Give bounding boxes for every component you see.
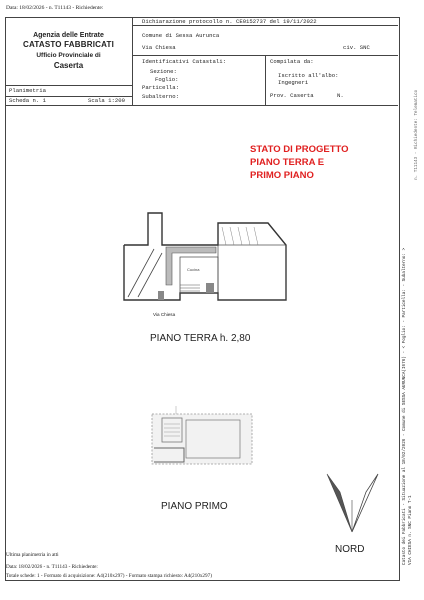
planimetria-title: Planimetria	[9, 87, 46, 94]
piano-primo-label: PIANO PRIMO	[161, 501, 228, 512]
north-arrow-icon	[322, 470, 384, 540]
ultima-planimetria-note: Ultima planimetria in atti	[6, 552, 59, 558]
piano-terra-plan	[118, 205, 328, 317]
sezione-label: Sezione:	[150, 68, 177, 75]
agency-header	[5, 17, 133, 86]
comune-text: Comune di Sessa Aurunca	[142, 32, 220, 39]
piano-terra-label: PIANO TERRA h. 2,80	[150, 333, 251, 344]
ufficio-label: Ufficio Provinciale di	[36, 52, 101, 59]
bottom-date-note: Data: 18/02/2026 - n. T11143 - Richiedente:	[6, 564, 98, 570]
scheda-number: Scheda n. 1	[9, 97, 46, 104]
subalterno-label: Subalterno:	[142, 93, 179, 100]
particella-label: Particella:	[142, 84, 179, 91]
bottom-format-note: Totale schede: 1 - Formato di acquisizione: A4(210x297) - Formato stampa richiesto: A4(210x297)	[6, 573, 212, 579]
ingegneri-label: Ingegneri	[278, 79, 309, 86]
agency-name: Agenzia delle Entrate	[33, 32, 104, 39]
identificativi-title: Identificativi Catastali:	[142, 58, 226, 65]
header-divider	[265, 55, 266, 105]
numero-label: N.	[337, 92, 344, 99]
civico-text: civ. SNC	[343, 44, 370, 51]
room-label: Cucina	[187, 267, 200, 272]
catasto-title: CATASTO FABBRICATI	[22, 40, 114, 49]
iscritto-albo-label: Iscritto all'albo:	[278, 72, 339, 79]
via-text: Via Chiesa	[142, 44, 176, 51]
stato-progetto-stamp	[250, 143, 349, 182]
side-richiedente-text: n. T11143 - Richiedente: Telematico	[414, 89, 419, 180]
side-situazione-text: Catasto dei Fabbricati - Situazione al 18/02/2026 - Comune di SESSA AURUNCA(I676) - < Foglio: - Particella: - Subalterno: >	[402, 247, 407, 565]
provincia-label: Prov. Caserta	[270, 92, 314, 99]
stamp-line: STATO DI PROGETTO	[250, 144, 349, 155]
compilata-da-label: Compilata da:	[270, 58, 314, 65]
stamp-line: PRIMO PIANO	[250, 170, 314, 181]
piano-primo-plan	[150, 398, 260, 473]
scheda-divider	[132, 85, 133, 105]
via-chiesa-label: Via Chiesa	[153, 312, 176, 317]
north-label: NORD	[335, 544, 365, 555]
stamp-line: PIANO TERRA E	[250, 157, 325, 168]
top-print-note: Data: 18/02/2026 - n. T11143 - Richiedente:	[6, 5, 104, 11]
header-rule	[132, 25, 398, 26]
header-rule	[5, 105, 398, 106]
foglio-label: Foglio:	[155, 76, 179, 83]
ufficio-city: Caserta	[53, 61, 84, 70]
side-address-text: VIA CHIESA n. SNC Piano T-1	[408, 495, 413, 565]
dichiarazione-text: Dichiarazione protocollo n. CE0152737 del 19/11/2022	[142, 18, 317, 25]
scala-text: Scala 1:200	[88, 97, 125, 104]
